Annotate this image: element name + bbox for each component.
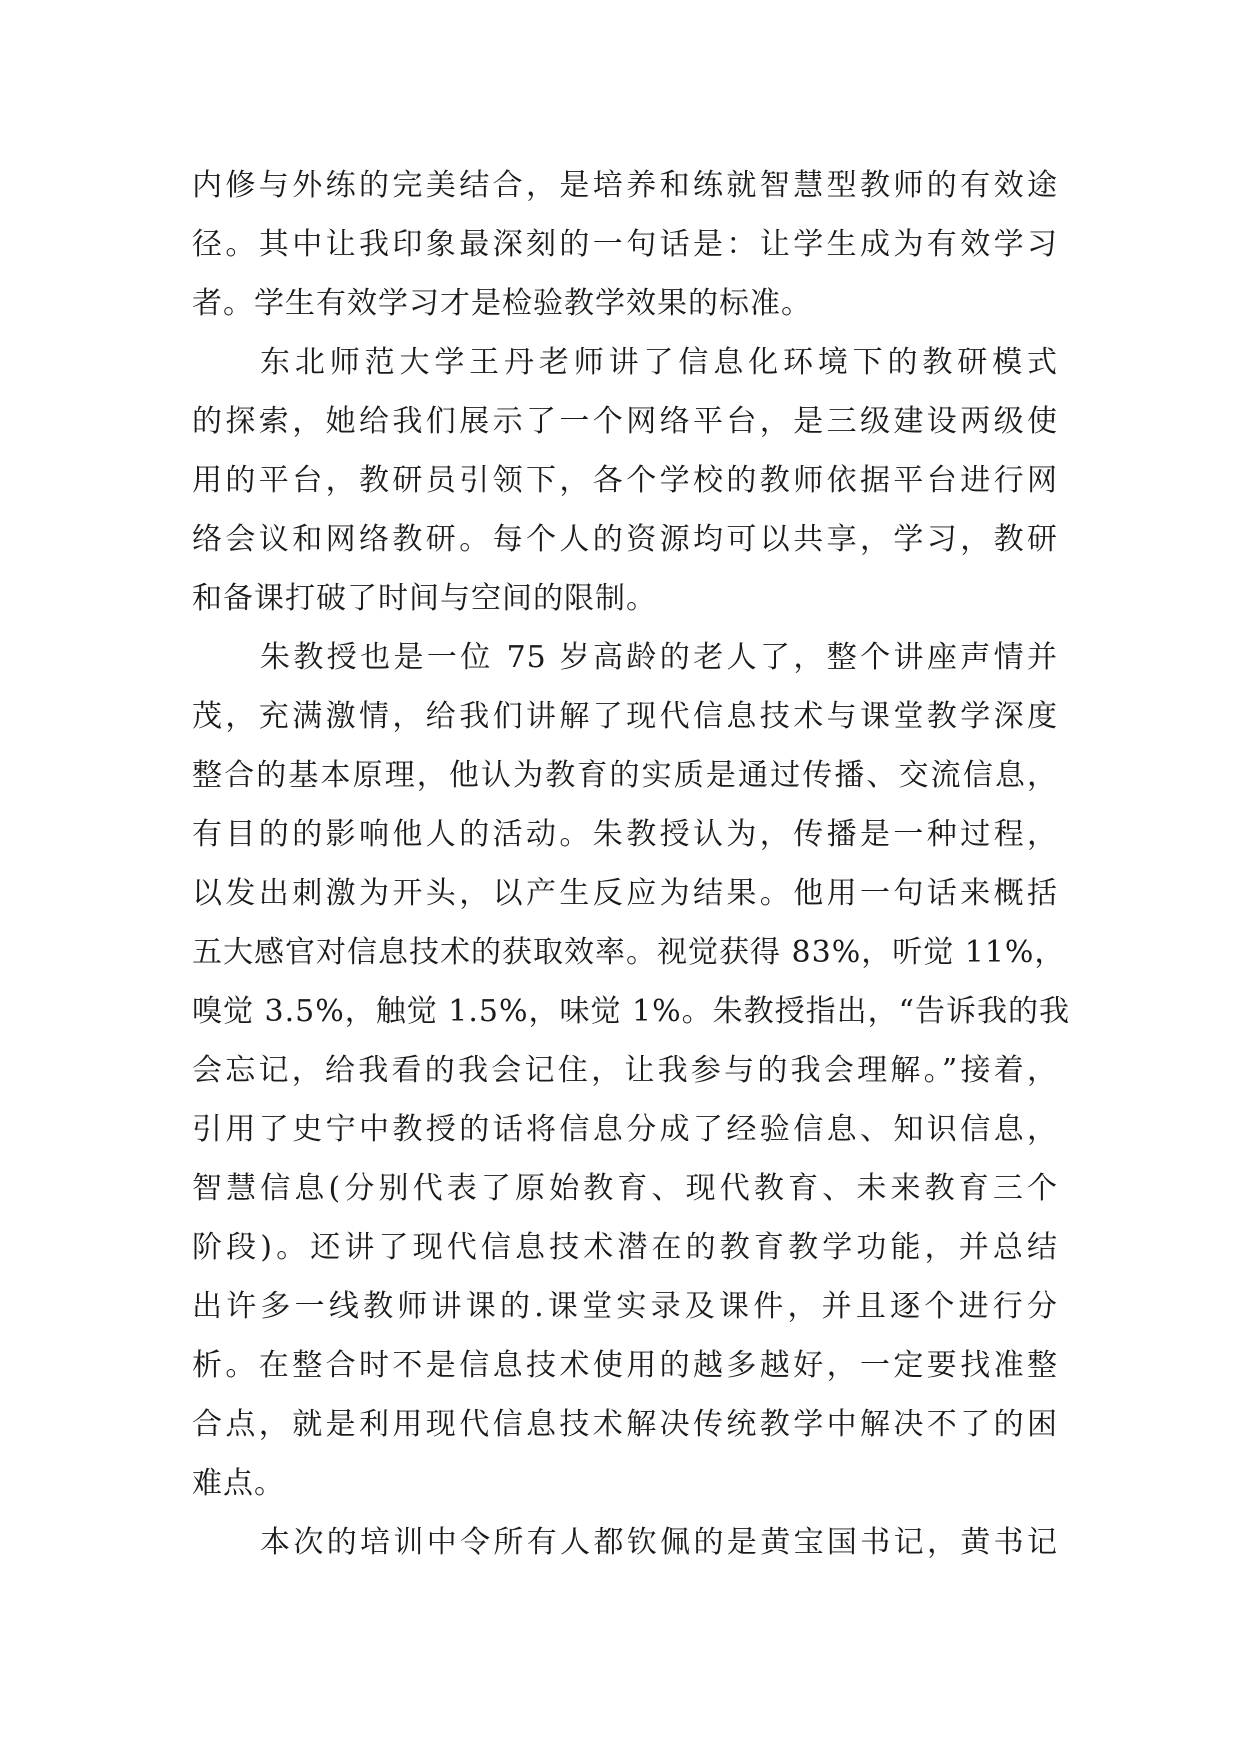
document-body — [192, 156, 1070, 1572]
text-line: 径。其中让我印象最深刻的一句话是：让学生成为有效学习 — [192, 227, 1058, 262]
text-line: 朱教授也是一位 75 岁高龄的老人了，整个讲座声情并 — [260, 640, 1058, 675]
paragraph-training-summary — [192, 156, 1058, 333]
text-line: 络会议和网络教研。每个人的资源均可以共享，学习，教研 — [192, 522, 1058, 557]
text-line: 和备课打破了时间与空间的限制。 — [192, 581, 657, 616]
text-line: 的探索，她给我们展示了一个网络平台，是三级建设两级使 — [192, 404, 1058, 439]
text-line: 整合的基本原理，他认为教育的实质是通过传播、交流信息， — [192, 758, 1058, 793]
text-line: 引用了史宁中教授的话将信息分成了经验信息、知识信息， — [192, 1112, 1058, 1147]
text-line: 五大感官对信息技术的获取效率。视觉获得 83%，听觉 11%， — [192, 935, 1066, 970]
text-line: 出许多一线教师讲课的.课堂实录及课件，并且逐个进行分 — [192, 1289, 1058, 1324]
paragraph-professor-zhu — [192, 628, 1070, 1513]
paragraph-huang-baoguo — [192, 1513, 1058, 1572]
text-line: 用的平台，教研员引领下，各个学校的教师依据平台进行网 — [192, 463, 1058, 498]
text-line: 茂，充满激情，给我们讲解了现代信息技术与课堂教学深度 — [192, 699, 1058, 734]
text-line: 嗅觉 3.5%，触觉 1.5%，味觉 1%。朱教授指出，“告诉我的我 — [192, 994, 1070, 1029]
text-line: 析。在整合时不是信息技术使用的越多越好，一定要找准整 — [192, 1348, 1058, 1383]
text-line: 智慧信息(分别代表了原始教育、现代教育、未来教育三个 — [192, 1171, 1058, 1206]
text-line: 以发出刺激为开头，以产生反应为结果。他用一句话来概括 — [192, 876, 1058, 911]
text-line: 难点。 — [192, 1466, 285, 1501]
text-line: 会忘记，给我看的我会记住，让我参与的我会理解。”接着， — [192, 1053, 1058, 1088]
text-line: 内修与外练的完美结合，是培养和练就智慧型教师的有效途 — [192, 168, 1058, 203]
text-line: 东北师范大学王丹老师讲了信息化环境下的教研模式 — [260, 345, 1058, 380]
paragraph-wang-dan — [192, 333, 1058, 628]
text-line: 本次的培训中令所有人都钦佩的是黄宝国书记，黄书记 — [260, 1525, 1058, 1560]
text-line: 有目的的影响他人的活动。朱教授认为，传播是一种过程， — [192, 817, 1058, 852]
text-line: 合点，就是利用现代信息技术解决传统教学中解决不了的困 — [192, 1407, 1058, 1442]
text-line: 阶段)。还讲了现代信息技术潜在的教育教学功能，并总结 — [192, 1230, 1058, 1265]
text-line: 者。学生有效学习才是检验教学效果的标准。 — [192, 286, 812, 321]
